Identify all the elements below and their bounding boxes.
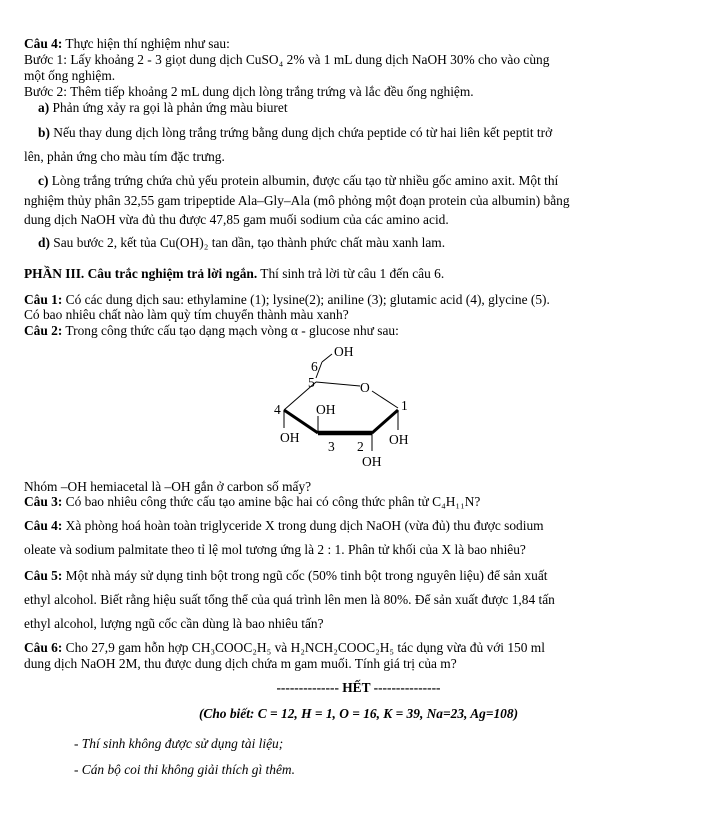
label-oh-c3-up: OH — [316, 402, 336, 417]
q6-line1 — [24, 640, 691, 656]
note-2: - Cán bộ coi thi không giải thích gì thêm. — [74, 762, 295, 777]
bond-c1-c2 — [372, 410, 398, 433]
end-marker: -------------- HẾT --------------- — [276, 680, 441, 695]
question-label: Câu 3: — [24, 494, 63, 509]
question-text: Trong công thức cấu tạo dạng mạch vòng α - glucose như sau: — [62, 323, 399, 338]
q4-line2: oleate và sodium palmitate theo tỉ lệ mol tương ứng là 2 : 1. Phân tử khối của X là bao nhiêu? — [24, 542, 526, 557]
step1-line2: một ống nghiệm. — [24, 68, 116, 83]
statement-text: Sau bước 2, kết tủa Cu(OH)₂ tan dần, tạo thành phức chất màu xanh lam. — [49, 235, 446, 250]
q2-line1 — [24, 323, 691, 339]
q2-question: Nhóm –OH hemiacetal là –OH gắn ở carbon số mấy? — [24, 479, 312, 494]
part3-heading — [24, 266, 691, 282]
question-label: Câu 5: — [24, 568, 63, 583]
step1-line1: Bước 1: Lấy khoảng 2 - 3 giọt dung dịch CuSO₄ 2% và 1 mL dung dịch NaOH 30% cho vào cùng — [24, 52, 550, 67]
statement-c-line3: dung dịch NaOH vừa đủ thu được 47,85 gam muối sodium của các amino acid. — [24, 212, 449, 227]
statement-label: d) — [38, 235, 50, 250]
statement-a — [38, 100, 691, 116]
statement-label: c) — [38, 173, 49, 188]
question-text: Có các dung dịch sau: ethylamine (1); lysine(2); aniline (3); glutamic acid (4), glycine (5). — [62, 292, 550, 307]
question-label: Câu 6: — [24, 640, 63, 655]
q6-line2: dung dịch NaOH 2M, thu được dung dịch chứa m gam muối. Tính giá trị của m? — [24, 656, 457, 671]
label-c6: 6 — [311, 359, 318, 374]
question-label: Câu 1: — [24, 292, 63, 307]
alpha-glucose-structure — [268, 338, 428, 474]
label-oh-c4: OH — [280, 430, 300, 445]
label-c2: 2 — [357, 439, 364, 454]
q1-line2: Có bao nhiêu chất nào làm quỳ tím chuyển thành màu xanh? — [24, 307, 349, 322]
note-1: - Thí sinh không được sử dụng tài liệu; — [74, 736, 284, 751]
statement-text: Lòng trắng trứng chứa chủ yếu protein albumin, được cấu tạo từ nhiều gốc amino axit. Một thí — [48, 173, 559, 188]
statement-text: Nếu thay dung dịch lòng trắng trứng bằng dung dịch chứa peptide có từ hai liên kết peptit trở — [49, 125, 553, 140]
statement-c-line2: nghiệm thủy phân 32,55 gam tripeptide Ala–Gly–Ala (mô phỏng một đoạn protein của albumin) bằng — [24, 193, 570, 208]
step2: Bước 2: Thêm tiếp khoảng 2 mL dung dịch lòng trắng trứng và lắc đều ống nghiệm. — [24, 84, 474, 99]
bond-c5-o — [316, 382, 360, 386]
q4-line1 — [24, 518, 691, 534]
statement-b-line2: lên, phản ứng cho màu tím đặc trưng. — [24, 149, 225, 164]
label-c1: 1 — [401, 398, 408, 413]
statement-label: b) — [38, 125, 50, 140]
q5-line1 — [24, 568, 691, 584]
label-oh-c1: OH — [389, 432, 409, 447]
q3 — [24, 494, 691, 510]
label-c3: 3 — [328, 439, 335, 454]
question-text: Cho 27,9 gam hỗn hợp CH₃COOC₂H₅ và H₂NCH₂COOC₂H₅ tác dụng vừa đủ với 150 ml — [62, 640, 545, 655]
question-text: Thực hiện thí nghiệm như sau: — [62, 36, 230, 51]
q1-line1 — [24, 292, 691, 308]
question-label: Câu 4: — [24, 518, 63, 533]
question-text: Xà phòng hoá hoàn toàn triglyceride X trong dung dịch NaOH (vừa đủ) thu được sodium — [62, 518, 544, 533]
bond-o-c1 — [372, 391, 398, 408]
question-text: Có bao nhiêu công thức cấu tạo amine bậc hai có công thức phân tử C₄H₁₁N? — [62, 494, 481, 509]
label-o-ring: O — [360, 380, 370, 395]
label-c5: 5 — [308, 375, 315, 390]
statement-c-line1 — [38, 173, 691, 189]
given-constants: (Cho biết: C = 12, H = 1, O = 16, K = 39, Na=23, Ag=108) — [198, 706, 519, 721]
q4a-title — [24, 36, 691, 52]
part-instruction: Thí sinh trả lời từ câu 1 đến câu 6. — [257, 266, 445, 281]
statement-d — [38, 235, 691, 251]
bond-c6-oh — [322, 354, 332, 362]
question-label: Câu 4: — [24, 36, 63, 51]
label-oh-top: OH — [334, 344, 354, 359]
label-c4: 4 — [274, 402, 281, 417]
part-title: PHẦN III. Câu trắc nghiệm trả lời ngắn. — [24, 266, 258, 281]
statement-text: Phản ứng xảy ra gọi là phản ứng màu biuret — [49, 100, 288, 115]
question-text: Một nhà máy sử dụng tinh bột trong ngũ cốc (50% tinh bột trong nguyên liệu) để sản xuất — [62, 568, 548, 583]
label-oh-c2: OH — [362, 454, 382, 469]
statement-b-line1 — [38, 125, 691, 141]
q5-line2: ethyl alcohol. Biết rằng hiệu suất tổng thể của quá trình lên men là 80%. Để sản xuất được 1,84 tấn — [24, 592, 555, 607]
q5-line3: ethyl alcohol, lượng ngũ cốc cần dùng là bao nhiêu tấn? — [24, 616, 324, 631]
statement-label: a) — [38, 100, 50, 115]
question-label: Câu 2: — [24, 323, 63, 338]
